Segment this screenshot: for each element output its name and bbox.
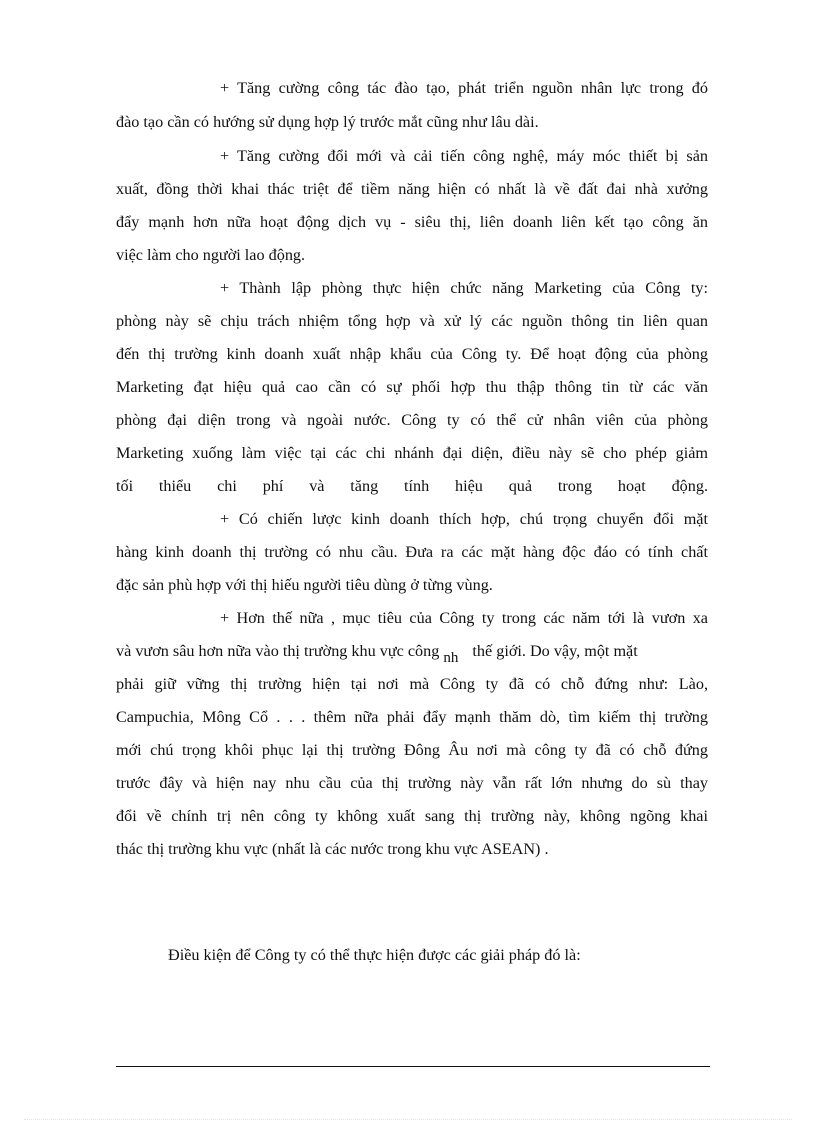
paragraph-line: đổi về chính trị nên công ty không xuất sang thị trường này, không ngõng khai	[116, 807, 708, 825]
paragraph-line: + Hơn thế nữa , mục tiêu của Công ty trong các năm tới là vươn xa	[220, 609, 708, 627]
paragraph-line: đến thị trường kinh doanh xuất nhập khẩu của Công ty. Để hoạt động của phòng	[116, 345, 708, 363]
paragraph-line: trước đây và hiện nay nhu cầu của thị trường này vẫn rất lớn nhưng do sù thay	[116, 774, 708, 792]
displaced-fragment: nh	[443, 650, 459, 666]
paragraph-line: xuất, đồng thời khai thác triệt để tiềm năng hiện có nhất là về đất đai nhà xưởng	[116, 180, 708, 198]
paragraph-fragment: thế giới. Do vậy, một mặt	[472, 642, 638, 660]
footer-rule	[116, 1066, 710, 1067]
paragraph-line: + Có chiến lược kinh doanh thích hợp, chú trọng chuyển đổi mặt	[220, 510, 708, 528]
paragraph-line: Marketing đạt hiệu quả cao cần có sự phối hợp thu thập thông tin từ các văn	[116, 378, 708, 396]
paragraph-line: mới chú trọng khôi phục lại thị trường Đông Âu nơi mà công ty đã có chỗ đứng	[116, 741, 708, 759]
paragraph-line: đào tạo cần có hướng sử dụng hợp lý trước mắt cũng như lâu dài.	[116, 113, 539, 131]
paragraph-line: phải giữ vững thị trường hiện tại nơi mà Công ty đã có chỗ đứng như: Lào,	[116, 675, 708, 693]
page-edge-dots	[24, 1119, 792, 1120]
paragraph-line: + Tăng cường đổi mới và cải tiến công nghệ, máy móc thiết bị sản	[220, 147, 708, 165]
paragraph-line: đẩy mạnh hơn nữa hoạt động dịch vụ - siêu thị, liên doanh liên kết tạo công ăn	[116, 213, 708, 231]
paragraph-line: việc làm cho người lao động.	[116, 246, 306, 264]
paragraph-line: Campuchia, Mông Cổ . . . thêm nữa phải đẩy mạnh thăm dò, tìm kiếm thị trường	[116, 708, 708, 726]
paragraph-line: tối thiểu chi phí và tăng tính hiệu quả trong hoạt động.	[116, 477, 708, 495]
paragraph-line: đặc sản phù hợp với thị hiếu người tiêu dùng ở từng vùng.	[116, 576, 493, 594]
paragraph-line: phòng đại diện trong và ngoài nước. Công ty có thể cử nhân viên của phòng	[116, 411, 708, 429]
paragraph-line: + Thành lập phòng thực hiện chức năng Marketing của Công ty:	[220, 279, 708, 297]
section-line: Điều kiện để Công ty có thể thực hiện được các giải pháp đó là:	[168, 946, 581, 964]
paragraph-line: Marketing xuống làm việc tại các chi nhánh đại diện, điều này sẽ cho phép giảm	[116, 444, 708, 462]
paragraph-line: hàng kinh doanh thị trường có nhu cầu. Đưa ra các mặt hàng độc đáo có tính chất	[116, 543, 708, 561]
paragraph-line: phòng này sẽ chịu trách nhiệm tổng hợp và xử lý các nguồn thông tin liên quan	[116, 312, 708, 330]
paragraph-line-mixed	[116, 641, 708, 666]
paragraph-line: thác thị trường khu vực (nhất là các nước trong khu vực ASEAN) .	[116, 840, 549, 858]
paragraph-line: + Tăng cường công tác đào tạo, phát triển nguồn nhân lực trong đó	[220, 79, 708, 97]
paragraph-fragment: và vươn sâu hơn nữa vào thị trường khu vực công	[116, 642, 440, 660]
